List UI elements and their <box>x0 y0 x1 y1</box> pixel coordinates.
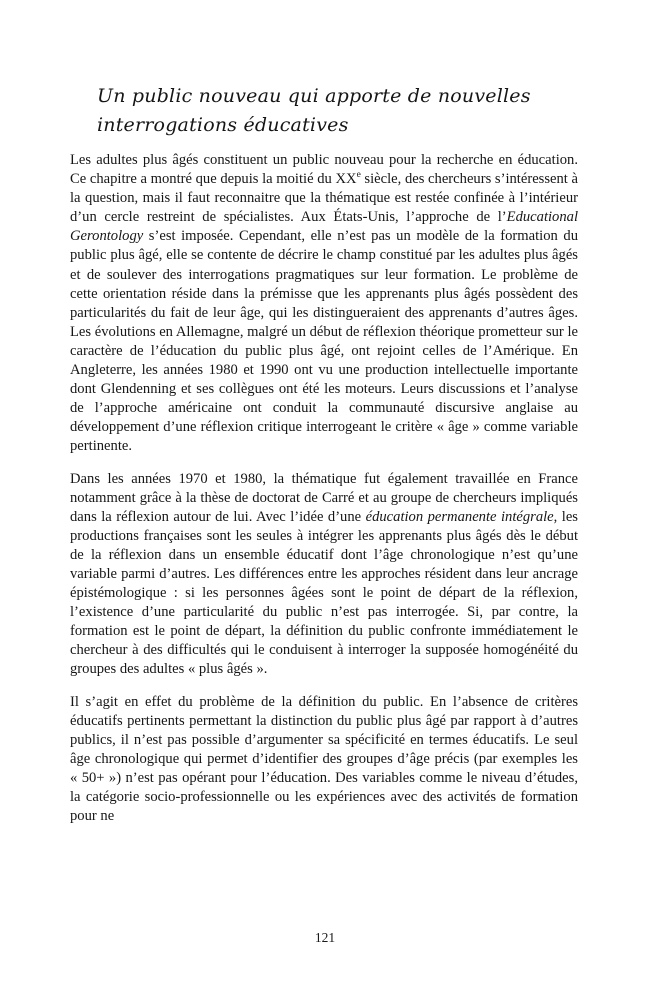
body-text: Il s’agit en effet du problème de la définition du public. En l’absence de critères éducatifs pertinents permettant la distinction du public plus âgé par rapport à d’autres publics, il n’est pas possible d’argumenter sa spécificité en termes éducatifs. Le seul âge chronologique qui permet d’identifier des groupes d’âge précis (par exemples les « 50+ ») n’est pas opérant pour l’éducation. Des variables comme le niveau d’études, la catégorie socio-professionnelle ou les expériences avec des activités de formation pour ne <box>70 693 578 825</box>
italic-work-title: Educational Gerontology <box>70 209 578 245</box>
italic-concept: éducation permanente intégrale <box>365 508 554 525</box>
paragraph-1 <box>70 151 578 457</box>
body-text: siècle, des chercheurs s’intéressent à la question, mais il faut reconnaitre que la thématique est restée confinée à l’intérieur d’un cercle restreint de spécialistes. Aux États-Unis, l’approche de l’ <box>70 171 578 226</box>
section-heading <box>70 82 578 140</box>
body-text: Dans les années 1970 et 1980, la thématique fut également travaillée en France notamment grâce à la thèse de doctorat de Carré et au groupe de chercheurs impliqués dans la réflexion autour de lui. Avec l’idée d’une <box>70 470 578 525</box>
heading-line-2: interrogations éducatives <box>97 114 349 136</box>
text-block <box>70 82 578 839</box>
body-text: s’est imposée. Cependant, elle n’est pas un modèle de la formation du public plus âgé, elle se contente de décrire le champ constitué par les adultes plus âgés et de soulever des interrogations pragmatiques sur leur formation. Le problème de cette orientation réside dans la prémisse que les apprenants plus âgés possèdent des particularités du fait de leur âge, qui les distingueraient des apprenants d’autres âges. Les évolutions en Allemagne, malgré un début de réflexion théorique prometteur sur le caractère de l’éducation du public plus âgé, ont rejoint celles de l’Amérique. En Angleterre, les années 1980 et 1990 ont vu une production intellectuelle importante dont Glendenning et ses collègues ont été les moteurs. Leurs discussions et l’analyse de l’approche américaine ont conduit la communauté discursive anglaise au développement d’une réflexion critique interrogeant le critère « âge » comme variable pertinente. <box>70 228 578 455</box>
paragraph-2 <box>70 470 578 680</box>
body-text: , les productions françaises sont les seules à intégrer les apprenants plus âgés dès le début de la réflexion dans un ensemble éducatif dont l’âge chronologique n’est qu’une variable parmi d’autres. Les différences entre les approches résident dans leur ancrage épistémologique : si les personnes âgées sont le point de départ de la réflexion, l’existence d’une particularité du public n’est pas interrogée. Si, par contre, la formation est le point de départ, la définition du public confronte immédiatement le chercheur à des difficultés qui le conduisent à interroger la supposée homogénéité du groupes des adultes « plus âgés ». <box>70 508 578 678</box>
superscript-ordinal: e <box>356 170 361 181</box>
page-number: 121 <box>314 930 336 945</box>
body-text: Les adultes plus âgés constituent un public nouveau pour la recherche en éducation. Ce chapitre a montré que depuis la moitié du XX <box>70 152 578 188</box>
paragraph-3 <box>70 693 578 827</box>
heading-line-1: Un public nouveau qui apporte de nouvelles <box>97 85 531 107</box>
